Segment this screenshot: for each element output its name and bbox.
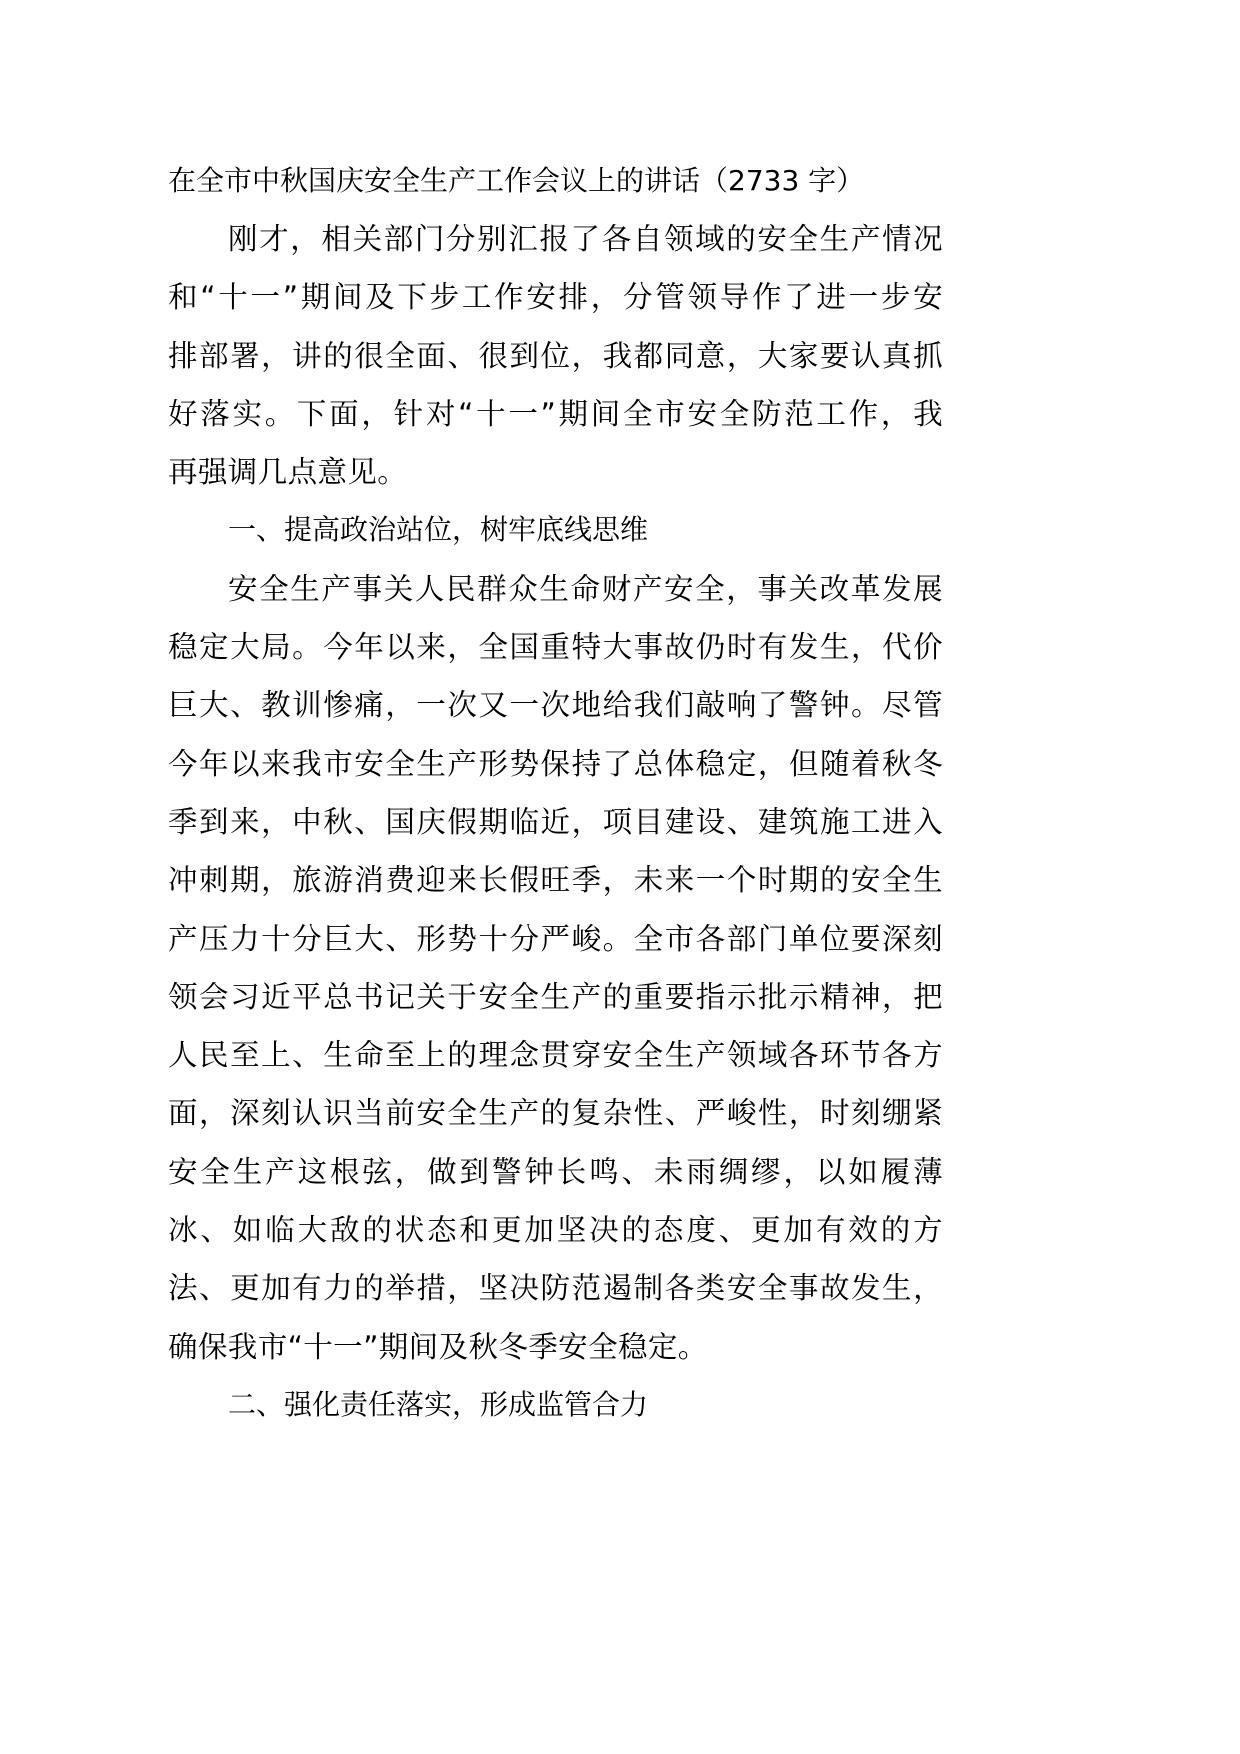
text-line: 排部署，讲的很全面、很到位，我都同意，大家要认真抓 (168, 338, 943, 373)
text-line: 领会习近平总书记关于安全生产的重要指示批示精神，把 (168, 979, 943, 1014)
text-line: 面，深刻认识当前安全生产的复杂性、严峻性，时刻绷紧 (168, 1096, 943, 1131)
text-line: 安全生产这根弦，做到警钟长鸣、未雨绸缪，以如履薄 (168, 1154, 943, 1189)
section-heading-1: 一、提高政治站位，树牢底线思维 (228, 513, 649, 547)
section-1-paragraph (168, 560, 943, 1376)
text-line: 法、更加有力的举措，坚决防范遏制各类安全事故发生， (168, 1271, 943, 1306)
section-heading-2: 二、强化责任落实，形成监管合力 (228, 1387, 649, 1421)
text-line: 冲刺期，旅游消费迎来长假旺季，未来一个时期的安全生 (168, 863, 943, 898)
document-page (168, 152, 943, 1434)
text-line: 确保我市“十一”期间及秋冬季安全稳定。 (168, 1329, 708, 1364)
text-line: 冰、如临大敌的状态和更加坚决的态度、更加有效的方 (168, 1213, 943, 1248)
text-line: 季到来，中秋、国庆假期临近，项目建设、建筑施工进入 (168, 804, 943, 839)
text-line: 和“十一”期间及下步工作安排，分管领导作了进一步安 (168, 280, 943, 315)
text-line: 今年以来我市安全生产形势保持了总体稳定，但随着秋冬 (168, 746, 943, 781)
text-line: 人民至上、生命至上的理念贯穿安全生产领域各环节各方 (168, 1038, 943, 1073)
text-line: 稳定大局。今年以来，全国重特大事故仍时有发生，代价 (168, 630, 943, 665)
opening-paragraph (168, 210, 943, 501)
text-line: 再强调几点意见。 (168, 455, 408, 490)
text-line: 产压力十分巨大、形势十分严峻。全市各部门单位要深刻 (168, 921, 943, 956)
text-line: 好落实。下面，针对“十一”期间全市安全防范工作，我 (168, 396, 943, 431)
document-title: 在全市中秋国庆安全生产工作会议上的讲话（2733 字） (168, 164, 865, 197)
text-line: 刚才，相关部门分别汇报了各自领域的安全生产情况 (228, 222, 943, 256)
text-line: 安全生产事关人民群众生命财产安全，事关改革发展 (228, 571, 943, 606)
text-line: 巨大、教训惨痛，一次又一次地给我们敲响了警钟。尽管 (168, 688, 943, 723)
